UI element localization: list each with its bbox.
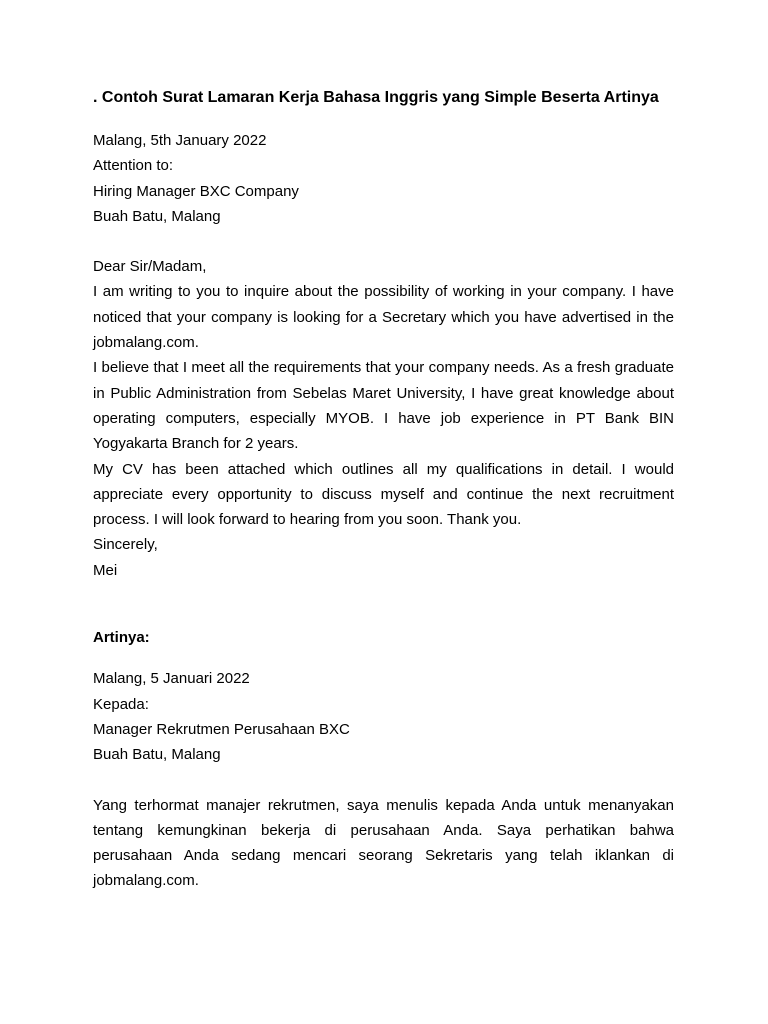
translation-recipient: Manager Rekrutmen Perusahaan BXC	[93, 720, 350, 738]
address-line: Buah Batu, Malang	[93, 207, 221, 225]
english-letter	[93, 128, 674, 583]
body-paragraph-2: I believe that I meet all the requirements that your company needs. As a fresh graduate in Public Administration from Sebelas Maret University, I have great knowledge about operating computers, especially MYOB. I have job experience in PT Bank BIN Yogyakarta Branch for 2 years.	[93, 359, 674, 453]
salutation: Dear Sir/Madam,	[93, 258, 207, 276]
body-paragraph-1: I am writing to you to inquire about the possibility of working in your company. I have noticed that your company is looking for a Secretary which you have advertised in the jobmalang.com.	[93, 283, 674, 352]
translation-to-line: Kepada:	[93, 695, 149, 713]
translation-paragraph-1: Yang terhormat manajer rekrutmen, saya menulis kepada Anda untuk menanyakan tentang kemungkinan bekerja di perusahaan Anda. Saya perhatikan bahwa perusahaan Anda sedang mencari seorang Sekretaris yang telah iklankan di jobmalang.com.	[93, 796, 674, 890]
translation-date: Malang, 5 Januari 2022	[93, 670, 250, 688]
translation-address: Buah Batu, Malang	[93, 746, 221, 764]
letter-date: Malang, 5th January 2022	[93, 132, 267, 149]
translation-section	[93, 625, 674, 894]
document-title: . Contoh Surat Lamaran Kerja Bahasa Inggris yang Simple Beserta Artinya	[93, 89, 659, 106]
recipient-line: Hiring Manager BXC Company	[93, 182, 299, 200]
document-page	[93, 84, 674, 894]
closing: Sincerely,	[93, 536, 158, 554]
body-paragraph-3: My CV has been attached which outlines all my qualifications in detail. I would appreciate every opportunity to discuss myself and continue the next recruitment process. I will look forward to hearing from you soon. Thank you.	[93, 460, 674, 529]
signature: Mei	[93, 561, 118, 579]
translation-heading: Artinya:	[93, 629, 150, 647]
attention-line: Attention to:	[93, 157, 174, 175]
